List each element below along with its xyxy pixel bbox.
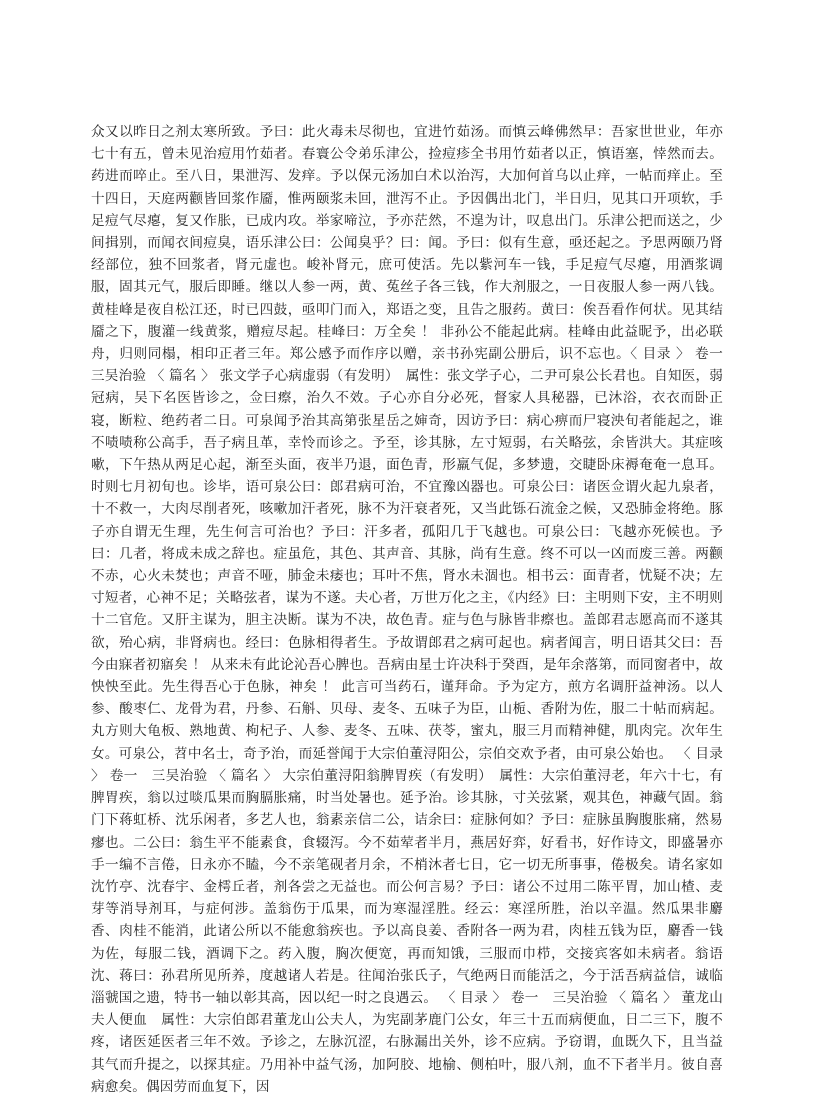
body-text: 众又以昨日之剂太寒所致。予曰：此火毒未尽彻也，宜进竹茹汤。而慎云峰佛然早：吾家世世业，年亦七十有五，曾未见治痘用竹茹者。春寰公令弟乐津公，捡痘疹全书用竹茹者以正，慎语塞，悻然而去。药进而啐止。至八日，果泄泻、发痒。予以保元汤加白术以治泻，大加何首乌以止痒，一帖而痒止。至十四日，天庭两颧皆回浆作靥，惟两颐浆未回，泄泻不止。予因偶出北门，半日归，见其口开项软，手足痘气尽瘪，复又作胀，已成内攻。举家啼泣，予亦茫然，不遑为计，叹息出门。乐津公把而送之，少间揖别，而闻衣间痘臭，语乐津公曰：公闻臭乎？曰：闻。予曰：似有生意，亟还起之。予思两颐乃肾经部位，独不回浆者，肾元虚也。峻补肾元，庶可使活。先以紫河车一钱，手足痘气尽瘪，用酒浆调服，固其元气，服后即睡。继以人参一两，黄、菟丝子各三钱，作大剂服之，一日夜服人参一两八钱。黄桂峰是夜自松江还，时已四鼓，亟叩门而入，郑语之变，且告之服药。黄曰：俟吾看作何状。见其结靥之下，腹灌一线黄浆，赠痘尽起。桂峰曰：万全矣 ！ 非孙公不能起此病。桂峰由此益昵予，出必联舟，归则同榻，相印正者三年。郑公感予而作序以赠，亲书孙宪副公册后，识不忘也。〈 目录 〉 卷一 三吴治验 〈 篇名 〉 张文学子心病虚弱（有发明） 属性：张文学子心，二尹可泉公长君也。自知医，弱冠病，吴下名医皆诊之，佥曰瘵，治久不效。子心亦自分必死，督家人具秘器，已沐浴，衣衣而卧正寝，断粒、绝药者二日。可泉闻予治其高第张星岳之婶奇，因访予曰：病心痹而尸寝泱旬者能起之，谁不啧啧称公高手，吾子病且革，幸怜而诊之。予至，诊其脉，左寸短弱，右关略弦，余皆洪大。其症咳嗽，下午热从两足心起，渐至头面，夜半乃退，面色青，形羸气促，多梦遗，交睫卧床褥奄奄一息耳。时则七月初旬也。诊毕，语可泉公曰：郎君病可治，不宜豫凶器也。可泉公曰：诸医佥谓火起九泉者，十不救一，大肉尽削者死，咳嗽加汗者死，脉不为汗衰者死，又当此铄石流金之候，又恐肺金将绝。豚子亦自谓无生理，先生何言可治也？予曰：汗多者，孤阳几于飞越也。可泉公曰：飞越亦死候也。予曰：几者，将成未成之辞也。症虽危，其色、其声音、其脉，尚有生意。终不可以一凶而废三善。两颧不赤，心火未焚也；声音不哑，肺金未痿也；耳叶不焦，肾水未涸也。相书云：面青者，忧疑不决；左寸短者，心神不足；关略弦者，谋为不遂。夫心者，万世万化之主，《内经》曰：主明则下安，主不明则十二官危。又肝主谋为，胆主决断。谋为不决，故色青。症与色与脉皆非瘵也。盖郎君志愿高而不遂其欲，殆心病，非肾病也。经曰：色脉相得者生。予故谓郎君之病可起也。病者闻言，明日语其父曰：吾今由寐者初寤矣 ！ 从来未有此论沁吾心脾也。吾病由星士许决科于癸酉，是年余落第，而同窗者中，故怏怏至此。先生得吾心于色脉，神矣 ！ 此言可当药石，谨拜命。予为定方，煎方名调肝益神汤。以人参、酸枣仁、龙骨为君，丹参、石斛、贝母、麦冬、五味子为臣，山栀、香附为佐，服二十帖而病起。丸方则大龟板、熟地黄、枸杞子、人参、麦冬、五味、茯苓，蜜丸，服三月而精神健，肌肉完。次年生女。可泉公，苕中名士，奇予治，而延誉闻于大宗伯董浔阳公，宗伯交欢予者，由可泉公始也。 〈 目录 〉 卷一 三吴治验 〈 篇名 〉 大宗伯董浔阳翁脾胃疾（有发明） 属性：大宗伯董浔老，年六十七，有脾胃疾，翁以过啖瓜果而胸膈胀痛，时当处暑也。延予治。诊其脉，寸关弦紧，观其色，神藏气固。翁门下蒋虹桥、沈乐闲者，多艺人也，翁素亲信二公，诘余曰：症脉何如？予曰：症脉虽胸腹胀痛，然易瘳也。二公曰：翁生平不能素食，食辍泻。今不茹荤者半月，燕居好弈，好看书，好作诗文，即盛暑亦手一编不言倦，日永亦不瞌，今不亲笔砚者月余，不梢沐者七日，它一切无所事事，倦极矣。请名家如沈竹亭、沈春宇、金樗丘者，剂各尝之无益也。而公何言易？予曰：诸公不过用二陈平胃，加山楂、麦芽等消导剂耳，与症何涉。盖翁伤于瓜果，而为寒湿淫胜。经云：寒淫所胜，治以辛温。然瓜果非麝香、肉桂不能消，此诸公所以不能愈翁疾也。予以高良姜、香附各一两为君，肉桂五钱为臣，麝香一钱为佐，每服二钱，酒调下之。药入腹，胸次便宽，再而知饿，三服而巾栉，交接宾客如未病者。翁语沈、蒋曰：孙君所见所养，度越诸人若是。往闻治张氏子，气绝两日而能活之，今于活吾病益信，诚临淄虢国之遗，特书一轴以彰其高，因以纪一时之良遇云。 〈 目录 〉 卷一 三吴治验 〈 篇名 〉 董龙山夫人便血 属性：大宗伯郎君董龙山公夫人，为宪副茅鹿门公女，年三十五而病便血，日二三下，腹不疼，诸医延医者三年不效。予诊之，左脉沉涩，右脉漏出关外，诊不应病。予窃谓，血既久下，且当益其气而升提之，以探其症。乃用补中益气汤，加阿胶、地榆、侧柏叶，服八剂，血不下者半月。彼自喜病愈矣。偶因劳而血复下，因 [91, 124, 737, 1095]
